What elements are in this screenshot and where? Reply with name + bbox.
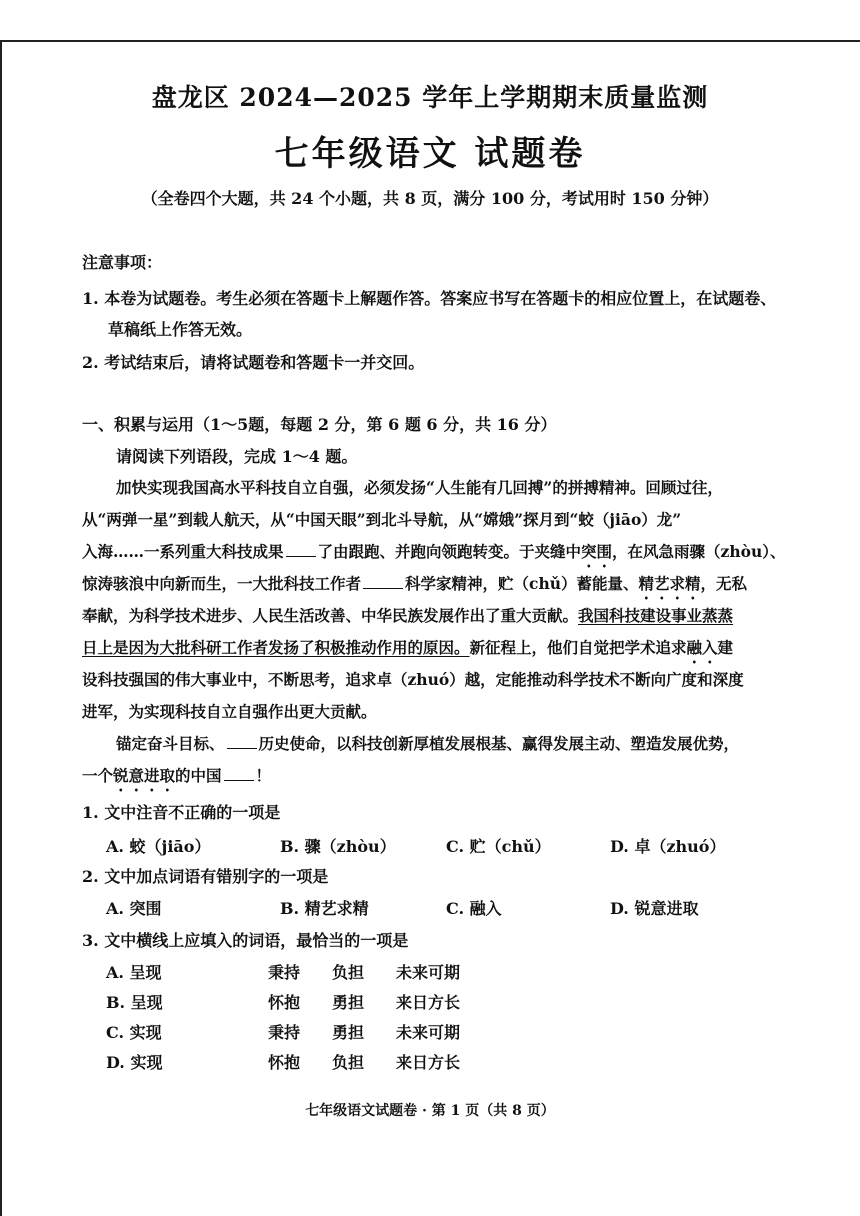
question-3-option-a: A. 呈现 秉持 负担 未来可期 xyxy=(106,963,461,982)
question-3-option-b: B. 呈现 怀抱 勇担 来日方长 xyxy=(106,993,461,1012)
question-1-option-c: C. 贮（chǔ） xyxy=(446,837,551,856)
passage-line-4: 惊涛骇浪中向新而生，一大批科技工作者 科学家精神，贮（chǔ）蓄能量、精艺求精，无私 xyxy=(82,574,748,593)
question-2-option-b: B. 精艺求精 xyxy=(280,899,369,918)
passage-line-8: 进军，为实现科技自立自强作出更大贡献。 xyxy=(82,702,377,721)
fill-blank-1 xyxy=(286,542,316,557)
passage-line-3: 入海……一系列重大科技成果 了由跟跑、并跑向领跑转变。于夹缝中突围，在风急雨骤（zhòu）、 xyxy=(82,542,786,561)
page-footer: 七年级语文试题卷 · 第 1 页（共 8 页） xyxy=(305,1103,555,1119)
left-border-line xyxy=(0,40,2,1216)
exam-subtitle: （全卷四个大题，共 24 个小题，共 8 页，满分 100 分，考试用时 150 分钟） xyxy=(141,189,719,208)
question-2-option-c: C. 融入 xyxy=(446,899,502,918)
dotted-word-ruiyijinqu: 锐意进取 xyxy=(113,766,176,785)
underlined-sentence-part1: 我国科技建设事业蒸蒸 xyxy=(578,606,734,625)
dotted-word-tuwei: 突围 xyxy=(581,542,613,561)
fill-blank-4 xyxy=(224,766,254,781)
question-2-stem: 2. 文中加点词语有错别字的一项是 xyxy=(82,867,329,886)
top-border-line xyxy=(0,40,860,42)
dotted-word-rongru: 融入 xyxy=(686,638,718,657)
notice-item-2: 2. 考试结束后，请将试题卷和答题卡一并交回。 xyxy=(82,353,425,372)
question-3-option-d: D. 实现 怀抱 负担 来日方长 xyxy=(106,1053,461,1072)
passage-line-1: 加快实现我国高水平科技自立自强，必须发扬“人生能有几回搏”的拼搏精神。回顾过往， xyxy=(116,478,723,497)
question-1-option-b: B. 骤（zhòu） xyxy=(280,837,396,856)
passage2-line-2: 一个锐意进取的中国 ！ xyxy=(82,766,272,785)
fill-blank-2 xyxy=(363,574,403,589)
question-1-option-a: A. 蛟（jiāo） xyxy=(106,837,211,856)
question-2-option-a: A. 突围 xyxy=(106,899,162,918)
dotted-word-jingyiqiujing: 精艺求精 xyxy=(638,574,701,593)
underlined-sentence-part2: 日上是因为大批科研工作者发扬了积极推动作用的原因。 xyxy=(82,638,470,657)
question-3-option-c: C. 实现 秉持 勇担 未来可期 xyxy=(106,1023,461,1042)
passage2-line-1: 锚定奋斗目标、 历史使命，以科技创新厚植发展根基、赢得发展主动、塑造发展优势， xyxy=(116,734,740,753)
question-1-stem: 1. 文中注音不正确的一项是 xyxy=(82,803,281,822)
exam-title-line2: 七年级语文 试题卷 xyxy=(274,134,586,174)
exam-title-line1: 盘龙区 2024—2025 学年上学期期末质量监测 xyxy=(151,83,709,112)
passage-line-7: 设科技强国的伟大事业中，不断思考，追求卓（zhuó）越，定能推动科学技术不断向广度和深度 xyxy=(82,670,744,689)
fill-blank-3 xyxy=(227,734,257,749)
question-1-option-d: D. 卓（zhuó） xyxy=(610,837,726,856)
question-3-stem: 3. 文中横线上应填入的词语，最恰当的一项是 xyxy=(82,931,409,950)
question-2-option-d: D. 锐意进取 xyxy=(610,899,699,918)
notice-item-1-line1: 1. 本卷为试题卷。考生必须在答题卡上解题作答。答案应书写在答题卡的相应位置上，在试题卷、 xyxy=(82,289,777,308)
section1-instruction: 请阅读下列语段，完成 1～4 题。 xyxy=(116,447,358,466)
passage-line-6: 日上是因为大批科研工作者发扬了积极推动作用的原因。新征程上，他们自觉把学术追求融入建 xyxy=(82,638,734,657)
passage-line-2: 从“两弹一星”到载人航天，从“中国天眼”到北斗导航，从“嫦娥”探月到“蛟（jiāo）龙” xyxy=(82,510,682,529)
section1-heading: 一、积累与运用（1～5题，每题 2 分，第 6 题 6 分，共 16 分） xyxy=(82,415,557,434)
notice-item-1-line2: 草稿纸上作答无效。 xyxy=(108,320,253,339)
notice-heading: 注意事项： xyxy=(82,253,163,272)
passage-line-5: 奉献，为科学技术进步、人民生活改善、中华民族发展作出了重大贡献。我国科技建设事业蒸蒸 xyxy=(82,606,734,625)
